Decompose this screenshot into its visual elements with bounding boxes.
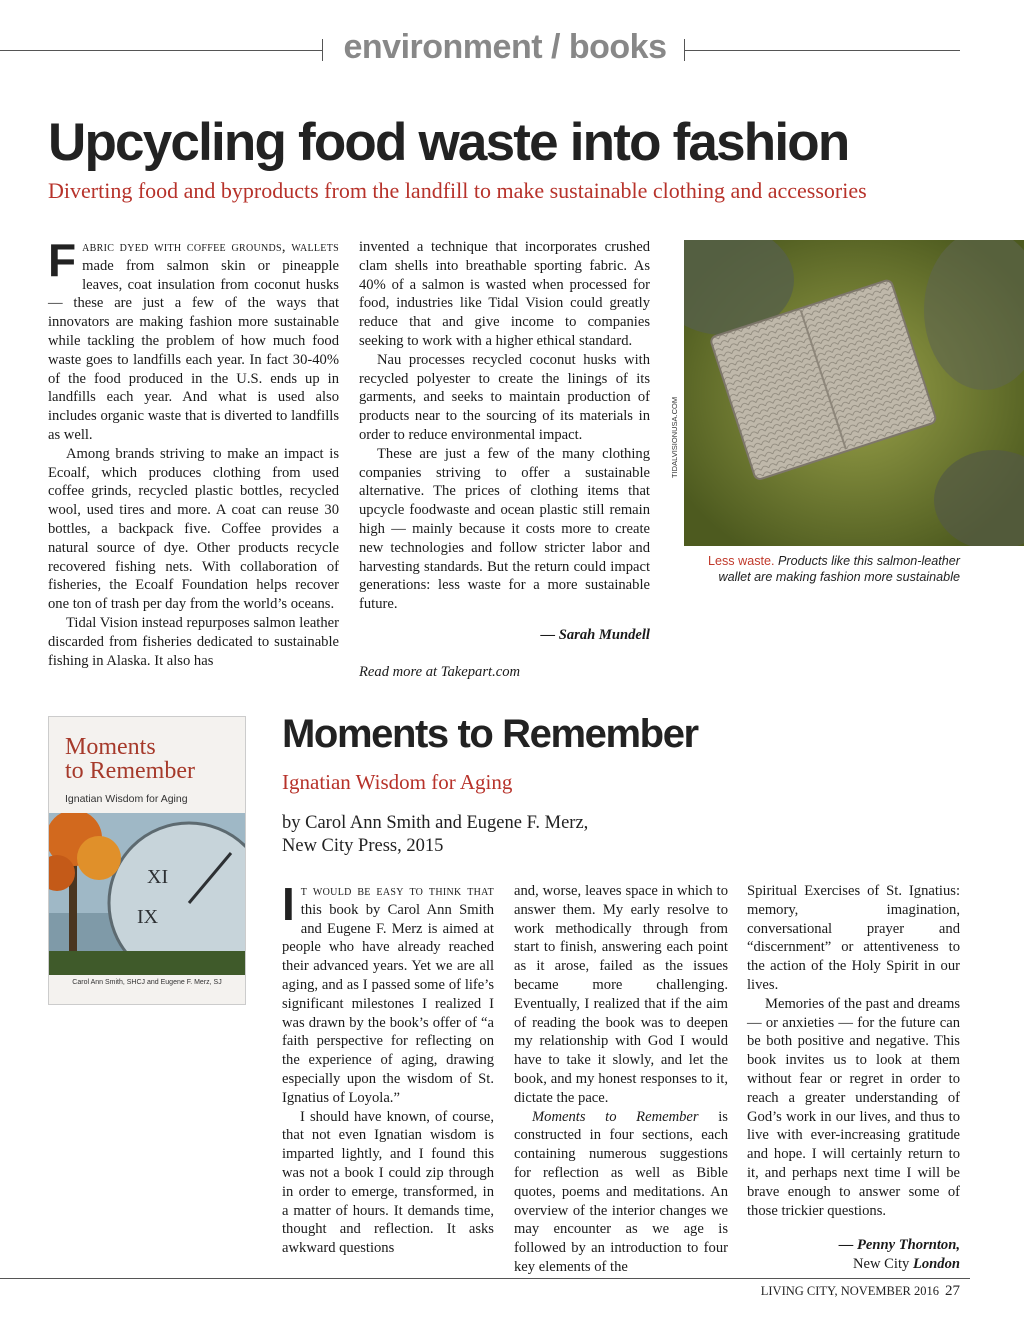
article-column-2	[359, 238, 650, 682]
header-tick-left	[322, 39, 323, 61]
page-folio	[761, 1283, 960, 1300]
lead-in: abric dyed with coffee grounds, wallets	[82, 239, 339, 255]
section-label: environment / books	[343, 28, 667, 66]
article-headline: Upcycling food waste into fashion	[48, 113, 849, 172]
photo-credit: TIDALVISIONUSA.COM	[670, 396, 679, 478]
wallet-illustration	[684, 240, 1024, 546]
page-number: 27	[945, 1283, 960, 1299]
footer-rule	[0, 1278, 970, 1279]
review-column-3	[747, 882, 960, 1274]
cover-authors: Carol Ann Smith, SHCJ and Eugene F. Merz, SJ	[72, 979, 222, 986]
article-paragraph: Among brands striving to make an impact is Ecoalf, which produces clothing from used coffee grinds, recycled plastic bottles, recycled wool, used tires and more. A coat can reuse 30 bottles, a backpack five. Coffee provides a natural source of dye. Other products recycle recovered fishing nets. With collaboration of fisheries, the Ecoalf Foundation helps recover one ton of trash per day from the world’s oceans.	[48, 445, 339, 613]
article-paragraph: Nau processes recycled coconut husks with recycled polyester to create the linings of its garments, and seeks to maintain production of products near to the sourcing of its materials in order to reduce environmental impact.	[359, 351, 650, 443]
review-column-1	[282, 878, 494, 1258]
book-review-title: Moments to Remember	[282, 712, 698, 756]
article-byline: — Sarah Mundell	[540, 626, 650, 643]
review-paragraph: and, worse, leaves space in which to answer them. My early resolve to work methodically through from start to finish, answering each point as it arose, failed as the issues became more challenging. Eventually, I realized that if the aim of reading the book was to deepen my relationship with God I would have to take it slowly, and let the book, and my honest responses to it, dictate the pace.	[514, 883, 728, 1106]
review-paragraph: Spiritual Exercises of St. Ignatius: memory, imagination, conversational prayer and “discernment” or attentiveness to the action of the Holy Spirit in our lives.	[747, 883, 960, 993]
article-paragraph: invented a technique that incorporates crushed clam shells into breathable sporting fabric. As 40% of a salmon is wasted when processed for food, industries like Tidal Vision could greatly reduce that and give income to companies seeking to work with a higher ethical standard.	[359, 239, 650, 349]
article-paragraph: Fabric dyed with coffee grounds, wallets made from salmon skin or pineapple leaves, coat insulation from coconut husks — these are just a few of the ways that innovators are making fashion more sustainable while tackling the problem of how much food waste goes to landfills each year. In fact 30-40% of the food produced in the U.S. ends up in landfills each year. And what is used also includes organic waste that is diverted to landfills as well.	[48, 234, 339, 443]
svg-text:XI: XI	[147, 866, 169, 888]
drop-cap: F	[48, 234, 77, 286]
caption-lead: Less waste.	[708, 554, 775, 568]
review-byline: — Penny Thornton,	[838, 1237, 960, 1254]
cover-title: Moments to Remember	[65, 734, 195, 784]
book-review-subtitle: Ignatian Wisdom for Aging	[282, 770, 513, 794]
book-author-publisher: by Carol Ann Smith and Eugene F. Merz, New City Press, 2015	[282, 813, 589, 856]
publication-name: LIVING CITY, NOVEMBER 2016	[760, 1284, 939, 1298]
clock-tree-illustration	[49, 813, 245, 975]
review-column-2	[514, 882, 728, 1277]
review-paragraph: I should have known, of course, that not even Ignatian wisdom is imparted lightly, and I found this was not a book I could zip through in order to emerge, transformed, in a matter of hours. It demands time, thought and reflection. It asks awkward questions	[282, 1108, 494, 1257]
review-paragraph: Moments to Remember is constructed in four sections, each containing numerous suggestions for reflection as well as Bible quotes, poems and meditations. An overview of the interior changes we may encounter as we age is followed by an introduction to four key elements of the	[514, 1108, 728, 1275]
article-paragraph: Tidal Vision instead repurposes salmon leather discarded from fisheries dedicated to sustainable fishing in Alaska. It also has	[48, 614, 339, 669]
book-title-italic: Moments to Remember	[532, 1108, 699, 1125]
article-paragraph: These are just a few of the many clothing companies striving to offer a sustainable alternative. The prices of clothing items that upcycle foodwaste and ocean plastic still remain high — mainly because it costs more to create new technologies and follow stricter labor and harvesting standards. But the return could impact generations: less waste for a more sustainable future.	[359, 445, 650, 613]
article-column-1	[48, 234, 339, 670]
article-subheadline: Diverting food and byproducts from the landfill to make sustainable clothing and accessories	[48, 178, 867, 203]
caption-text: Products like this salmon-leather wallet are making fashion more sustainable	[718, 554, 960, 584]
salmon-leather-wallet-photo	[684, 240, 1024, 546]
lead-in: t would be easy to think that	[300, 883, 494, 899]
header-rule-left	[0, 50, 322, 51]
photo-caption	[700, 554, 960, 585]
cover-subtitle: Ignatian Wisdom for Aging	[65, 793, 188, 805]
drop-cap: I	[282, 878, 295, 930]
read-more-link: Read more at Takepart.com	[359, 663, 521, 680]
review-byline-location: New City London	[852, 1256, 960, 1273]
review-paragraph: Memories of the past and dreams — or anxieties — for the future can be both positive and negative. This book invites us to look at them without fear or regret in order to reach a greater understanding of God’s work in our lives, and thus to live with ever-increasing gratitude and hope. I will certainly return to it, and perhaps next time I will be brave enough to answer some of those trickier questions.	[747, 995, 960, 1219]
review-paragraph: It would be easy to think that this book by Carol Ann Smith and Eugene F. Merz is aimed at people who have already reached their advanced years. Yet we are all aging, and as I passed some of life’s significant milestones I realized I was drawn by the book’s offer of “a faith perspective for reflecting on the experience of aging, drawing especially upon the wisdom of St. Ignatius of Loyola.”	[282, 878, 494, 1106]
book-cover	[48, 716, 246, 1005]
svg-text:IX: IX	[137, 906, 159, 928]
header-rule-right	[684, 50, 960, 51]
